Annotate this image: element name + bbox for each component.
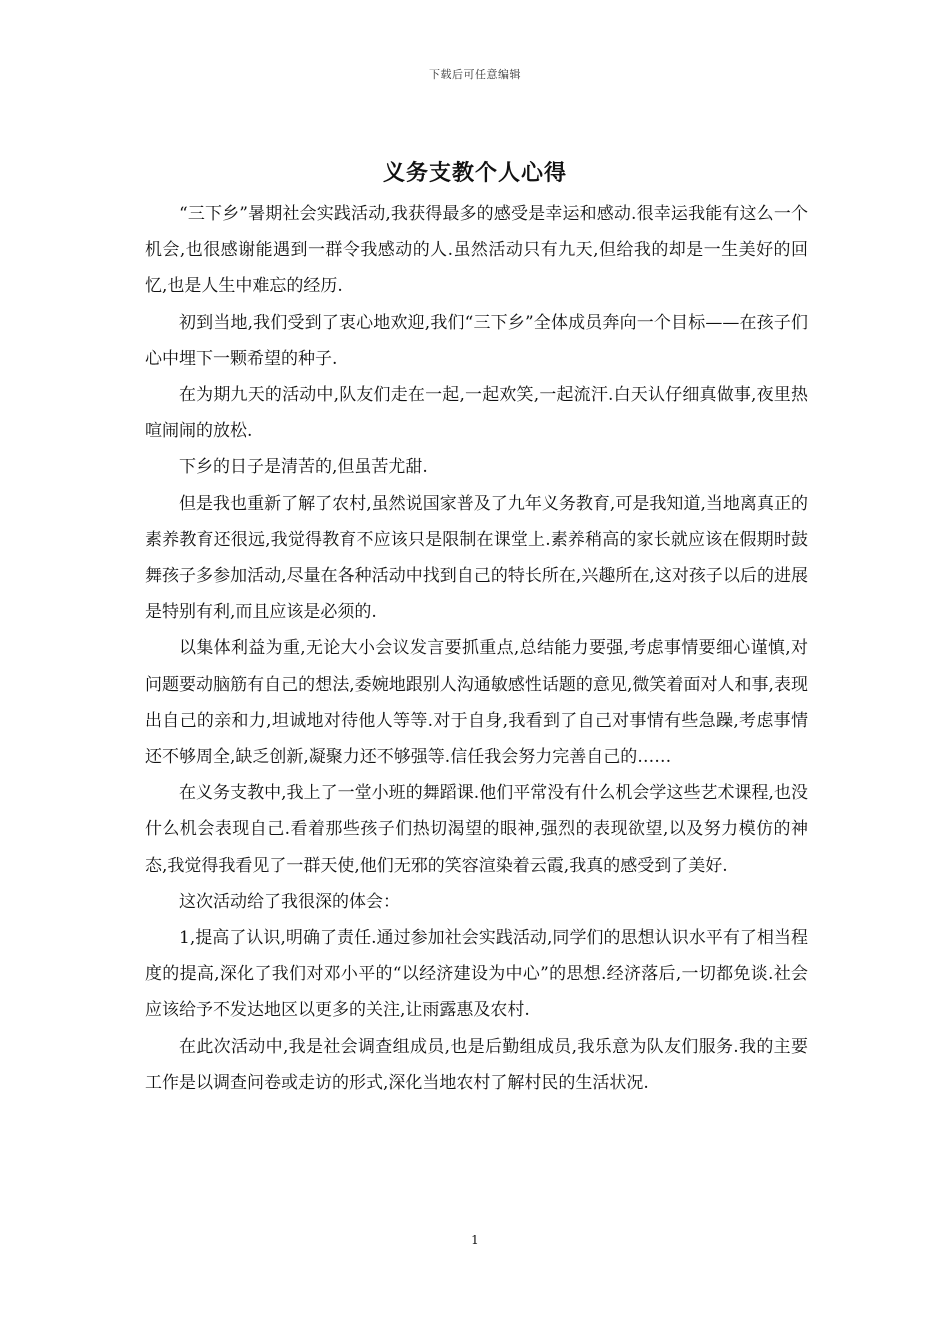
- paragraph: 在义务支教中,我上了一堂小班的舞蹈课.他们平常没有什么机会学这些艺术课程,也没什么机会表现自己.看着那些孩子们热切渴望的眼神,强烈的表现欲望,以及努力模仿的神态,我觉得我看见了一群天使,他们无邪的笑容渲染着云霞,我真的感受到了美好.: [145, 783, 808, 876]
- paragraph: “三下乡”暑期社会实践活动,我获得最多的感受是幸运和感动.很幸运我能有这么一个机会,也很感谢能遇到一群令我感动的人.虽然活动只有九天,但给我的却是一生美好的回忆,也是人生中难忘的经历.: [145, 204, 808, 297]
- page-number: 1: [471, 1233, 479, 1247]
- page-header-note: 下载后可任意编辑: [429, 68, 521, 81]
- paragraph: 这次活动给了我很深的体会：: [179, 891, 400, 912]
- paragraph: 以集体利益为重,无论大小会议发言要抓重点,总结能力要强,考虑事情要细心谨慎,对问题要动脑筋有自己的想法,委婉地跟别人沟通敏感性话题的意见,微笑着面对人和事,表现出自己的亲和力,坦诚地对待他人等等.对于自身,我看到了自己对事情有些急躁,考虑事情还不够周全,缺乏创新,凝聚力还不够强等.信任我会努力完善自己的……: [145, 638, 808, 768]
- paragraph: 在为期九天的活动中,队友们走在一起,一起欢笑,一起流汗.白天认仔细真做事,夜里热喧闹闹的放松.: [145, 385, 808, 442]
- paragraph: 但是我也重新了解了农村,虽然说国家普及了九年义务教育,可是我知道,当地离真正的素养教育还很远,我觉得教育不应该只是限制在课堂上.素养稍高的家长就应该在假期时鼓舞孩子多参加活动,尽量在各种活动中找到自己的特长所在,兴趣所在,这对孩子以后的进展是特别有利,而且应该是必须的.: [145, 493, 808, 623]
- paragraph: 1,提高了认识,明确了责任.通过参加社会实践活动,同学们的思想认识水平有了相当程度的提高,深化了我们对邓小平的“以经济建设为中心”的思想.经济落后,一切都免谈.社会应该给予不发达地区以更多的关注,让雨露惠及农村.: [145, 928, 808, 1021]
- paragraph: 初到当地,我们受到了衷心地欢迎,我们“三下乡”全体成员奔向一个目标——在孩子们心中埋下一颗希望的种子.: [145, 312, 808, 369]
- paragraph: 下乡的日子是清苦的,但虽苦尤甜.: [179, 457, 428, 478]
- paragraph: 在此次活动中,我是社会调查组成员,也是后勤组成员,我乐意为队友们服务.我的主要工作是以调查问卷或走访的形式,深化当地农村了解村民的生活状况.: [145, 1036, 808, 1093]
- document-title: 义务支教个人心得: [382, 160, 567, 186]
- document-body: [145, 196, 808, 1101]
